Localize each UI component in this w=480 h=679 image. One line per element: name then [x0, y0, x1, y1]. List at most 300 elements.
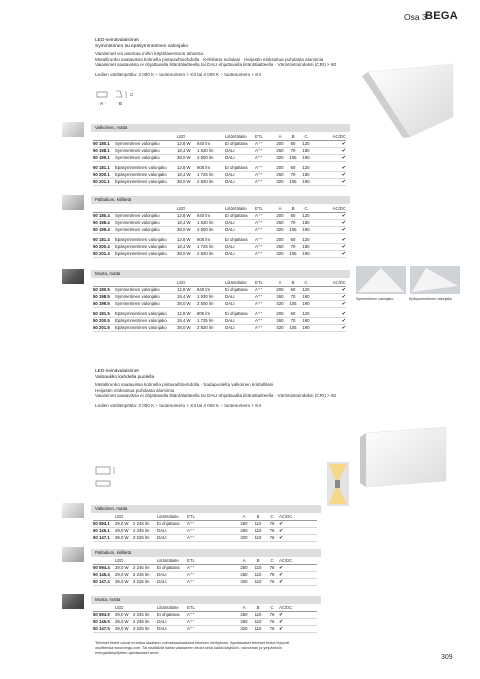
table-cell: 110 [251, 535, 265, 542]
table-cell: 190 [299, 325, 313, 332]
article-number: 50 181.4 [93, 237, 115, 244]
table-cell: 39,0 W [115, 579, 133, 586]
header-cell-led: LED [177, 134, 197, 141]
table-row [93, 301, 346, 308]
table-cell: 38,0 W [177, 227, 197, 234]
header-cell-acdc: AC/DC [313, 280, 346, 287]
table-cell: 12,8 W [177, 213, 197, 220]
finish-thumb-black-2 [62, 594, 84, 609]
table-cell: Epäsymmetrinen valonjako [115, 165, 177, 172]
table-cell: 60 [287, 213, 299, 220]
table-cell: 38,0 W [177, 179, 197, 186]
article-number: 50 147.1 [93, 535, 115, 542]
table-cell: 76 [265, 528, 279, 535]
article-number: 50 199.5 [93, 301, 115, 308]
table-cell: 2 245 lm [133, 572, 157, 579]
table-row [93, 294, 346, 301]
table-cell: 18,4 W [177, 244, 197, 251]
product2-light-distribution [327, 462, 349, 506]
table-cell: 120 [299, 287, 313, 294]
table-cell: 260 [273, 244, 287, 251]
header-cell-etl: ETL [255, 134, 273, 141]
table-cell: DALI [157, 626, 187, 633]
table-row [93, 155, 346, 162]
finish-thumb-white [62, 122, 84, 137]
table-cell: ✔ [279, 572, 317, 579]
header-cell-a: A [237, 514, 251, 521]
table-cell: DALI [225, 148, 255, 155]
article-number: 50 147.4 [93, 579, 115, 586]
table-cell: 250 [237, 565, 251, 572]
table-row [93, 251, 346, 258]
table-cell: Symmetrinen valonjako [115, 155, 177, 162]
product1-desc-line: Vaiaisimet voi asentaa mihin käyttöasentoon tahansa. [95, 51, 205, 56]
table-cell: 190 [299, 301, 313, 308]
table-cell: 39,0 W [115, 626, 133, 633]
header-cell-driver: Liitäntälaite [225, 134, 255, 141]
product2-color-note: Ledien värilämpötila: 3 000 K – tuotenumero + K3 tai 4 000 K – tuotenumero + K4 [95, 403, 261, 408]
table-cell: 60 [287, 237, 299, 244]
article-number: 50 594.5 [93, 612, 115, 619]
table-cell: A⁺⁺ [187, 521, 237, 528]
table-cell: ✔ [279, 535, 317, 542]
table-cell: 840 lm [197, 287, 225, 294]
header-cell-b: B [287, 134, 299, 141]
article-number: 50 180.4 [93, 213, 115, 220]
table-cell: ✔ [313, 294, 346, 301]
table-cell: ✔ [313, 172, 346, 179]
table-cell: 3 500 lm [197, 301, 225, 308]
header-cell-led: LED [115, 558, 133, 565]
table-cell: DALI [225, 179, 255, 186]
table-cell: ✔ [279, 612, 317, 619]
header-cell-a: A [273, 206, 287, 213]
table-cell: DALI [225, 294, 255, 301]
table-cell: 320 [273, 227, 287, 234]
table-cell: DALI [225, 325, 255, 332]
table-cell: 200 [273, 237, 287, 244]
table-cell: ✔ [313, 165, 346, 172]
table-cell: ✔ [313, 179, 346, 186]
table-cell: Epäsymmetrinen valonjako [115, 237, 177, 244]
table-cell: 110 [251, 528, 265, 535]
table-cell: 29,0 W [115, 565, 133, 572]
table-cell: 320 [273, 325, 287, 332]
header-cell-a: A [237, 558, 251, 565]
table-cell: ✔ [313, 141, 346, 148]
table-cell: ✔ [313, 227, 346, 234]
article-number: 50 201.4 [93, 251, 115, 258]
header-cell-acdc: AC/DC [279, 558, 317, 565]
table-cell: 190 [299, 179, 313, 186]
table-cell: 2 820 lm [197, 325, 225, 332]
table-cell: Epäsymmetrinen valonjako [115, 251, 177, 258]
table-cell: 60 [287, 165, 299, 172]
product2-subtitle: Valoaukko kahdella puolella [95, 374, 155, 380]
product1-desc-line: Metallirunko saatavissa kolmella pintavaihtoehdolla · Kehikattu suilulasi · Heijastin eloksoitua puhdasta alumiinia [95, 56, 324, 62]
table-cell: A⁺⁺ [255, 244, 273, 251]
product2-desc-line: Metallirunko saatavissa kolmella pintavaihtoehdolla · Sadapuolelta valkoinen kristallilasi [95, 382, 273, 387]
table-cell: 29,0 W [115, 619, 133, 626]
table-cell: 1 725 lm [197, 244, 225, 251]
table-cell: 250 [237, 528, 251, 535]
table-cell: A⁺⁺ [187, 619, 237, 626]
table-cell: Symmetrinen valonjako [115, 301, 177, 308]
table-cell: A⁺⁺ [255, 301, 273, 308]
section-bar-palladium: Palladium, kiillitetä [91, 196, 350, 204]
table-cell: 120 [299, 165, 313, 172]
table-cell: 320 [273, 301, 287, 308]
table-cell: ✔ [313, 244, 346, 251]
table-cell: A⁺⁺ [255, 287, 273, 294]
section2-bar-palladium: Palladium, kiillitetä [91, 549, 321, 557]
finish-thumb-black [62, 269, 84, 284]
table-cell: Epäsymmetrinen valonjako [115, 311, 177, 318]
article-number: 50 145.5 [93, 619, 115, 626]
header-cell-b: B [287, 206, 299, 213]
table-cell: Symmetrinen valonjako [115, 227, 177, 234]
table-cell: 190 [299, 251, 313, 258]
legend-asymmetric: Epäsymmetrinen valonjako [409, 297, 453, 301]
table-cell: DALI [225, 172, 255, 179]
table-cell: A⁺⁺ [255, 294, 273, 301]
header-cell-c: C [265, 605, 279, 612]
table-cell: 110 [251, 626, 265, 633]
table-row [93, 565, 317, 572]
table-cell: Ei ohjattava [157, 612, 187, 619]
table-cell: 76 [265, 535, 279, 542]
article-number: 50 198.5 [93, 294, 115, 301]
table-cell: 200 [273, 213, 287, 220]
table-cell: Ei ohjattava [225, 213, 255, 220]
product2-title-block [95, 369, 355, 380]
header-cell-acdc: AC/DC [313, 134, 346, 141]
finish-thumb-palladium [62, 195, 84, 210]
article-number: 50 147.5 [93, 626, 115, 633]
table-cell: 180 [299, 148, 313, 155]
table-cell: A⁺⁺ [255, 311, 273, 318]
table-cell: 70 [287, 148, 299, 155]
table-cell: 105 [287, 325, 299, 332]
header-cell-acdc: AC/DC [279, 514, 317, 521]
table-cell: 105 [287, 227, 299, 234]
table-cell: 60 [287, 287, 299, 294]
table-cell: 260 [273, 294, 287, 301]
table-cell: ✔ [313, 148, 346, 155]
table-row [93, 535, 317, 542]
article-number: 50 198.1 [93, 148, 115, 155]
table-cell: 320 [237, 579, 251, 586]
table-cell: 120 [299, 213, 313, 220]
table-row [93, 227, 346, 234]
table-cell: 805 lm [197, 237, 225, 244]
header-cell-acdc: AC/DC [279, 605, 317, 612]
table-cell: Symmetrinen valonjako [115, 287, 177, 294]
table-cell: 250 [237, 612, 251, 619]
table-cell: 250 [237, 572, 251, 579]
table-row [93, 626, 317, 633]
product1-title: LED-seinävalaisimet [95, 38, 139, 43]
table-cell: 12,8 W [177, 237, 197, 244]
table-cell: ✔ [279, 626, 317, 633]
table-cell: 76 [265, 619, 279, 626]
header-cell-driver: Liitäntälaite [225, 280, 255, 287]
footer-note [95, 641, 395, 655]
table-cell: DALI [157, 619, 187, 626]
table-cell: ✔ [313, 318, 346, 325]
table-cell: 2 820 lm [197, 251, 225, 258]
product2-title: LED-seinävalaisimet [95, 369, 139, 374]
table-cell: DALI [225, 220, 255, 227]
header-cell-led: LED [115, 514, 133, 521]
table-cell: A⁺⁺ [187, 565, 237, 572]
table-row [93, 318, 346, 325]
product2-description [95, 382, 385, 399]
table-cell: 76 [265, 572, 279, 579]
table-cell: 320 [237, 535, 251, 542]
brand-logo: BEGA [425, 10, 458, 22]
header-cell-driver: Liitäntälaite [157, 605, 187, 612]
table-row [93, 612, 317, 619]
table-cell: 320 [273, 251, 287, 258]
product2-photo [354, 425, 454, 491]
header-cell-b: B [251, 514, 265, 521]
table-cell: Ei ohjattava [225, 237, 255, 244]
article-number: 50 145.1 [93, 528, 115, 535]
table-row [93, 528, 317, 535]
table-cell: A⁺⁺ [255, 237, 273, 244]
table-cell: 3 225 lm [133, 535, 157, 542]
table-cell: 110 [251, 619, 265, 626]
table-cell: A⁺⁺ [187, 626, 237, 633]
table-cell: 260 [273, 148, 287, 155]
table-cell: A⁺⁺ [255, 179, 273, 186]
article-number: 50 201.5 [93, 325, 115, 332]
table-cell: 840 lm [197, 141, 225, 148]
table-cell: 2 820 lm [197, 179, 225, 186]
table-cell: Symmetrinen valonjako [115, 213, 177, 220]
table-cell: 2 245 lm [133, 619, 157, 626]
table-cell: 12,8 W [177, 165, 197, 172]
table-cell: ✔ [313, 237, 346, 244]
table-row [93, 220, 346, 227]
table-cell: 105 [287, 155, 299, 162]
table-cell: ✔ [313, 287, 346, 294]
table-cell: 76 [265, 579, 279, 586]
header-cell-c: C [265, 514, 279, 521]
table-cell: Symmetrinen valonjako [115, 220, 177, 227]
header-cell-acdc: AC/DC [313, 206, 346, 213]
table-cell: 110 [251, 521, 265, 528]
table-cell: 38,0 W [177, 301, 197, 308]
header-cell-driver: Liitäntälaite [157, 514, 187, 521]
product2-desc-line: Vaiaisimet saatavissa ei ohjattavalla liitäntälaitteella tai DALI-ohjattavalla liitäntälaitteella · Värintoistoindeksi (CRI) > 80 [95, 393, 337, 399]
article-number: 50 180.5 [93, 287, 115, 294]
table-row [93, 325, 346, 332]
table-cell: A⁺⁺ [187, 579, 237, 586]
product1-title-block [95, 38, 355, 49]
table-cell: DALI [157, 572, 187, 579]
table-cell: 12,8 W [177, 287, 197, 294]
table-cell: 180 [299, 220, 313, 227]
table-cell: 3 500 lm [197, 155, 225, 162]
header-cell-b: B [251, 605, 265, 612]
table-row [93, 579, 317, 586]
article-number: 50 201.1 [93, 179, 115, 186]
table-cell: 1 530 lm [197, 220, 225, 227]
table-cell: A⁺⁺ [255, 172, 273, 179]
header-cell-a: A [273, 134, 287, 141]
article-number: 50 594.1 [93, 521, 115, 528]
section-bar-white: Valkoinen, matta [91, 124, 350, 132]
table-cell: 2 245 lm [133, 521, 157, 528]
table-cell: A⁺⁺ [255, 325, 273, 332]
table-cell: 320 [237, 626, 251, 633]
table-row [93, 179, 346, 186]
article-number: 50 594.4 [93, 565, 115, 572]
table-row [93, 619, 317, 626]
table-cell: 2 245 lm [133, 612, 157, 619]
finish-thumb-white-2 [62, 503, 84, 518]
table-cell: A⁺⁺ [255, 165, 273, 172]
table-cell: DALI [157, 528, 187, 535]
table-cell: 180 [299, 294, 313, 301]
table-cell: 120 [299, 141, 313, 148]
table-cell: 260 [273, 220, 287, 227]
table-cell: 260 [273, 172, 287, 179]
table-cell: 18,4 W [177, 318, 197, 325]
table-cell: 29,0 W [115, 528, 133, 535]
table-cell: ✔ [279, 565, 317, 572]
table-row [93, 141, 346, 148]
table-cell: A⁺⁺ [187, 528, 237, 535]
spec-table-palladium [93, 206, 346, 258]
header-cell-c: C [299, 206, 313, 213]
table-cell: 1 530 lm [197, 148, 225, 155]
legend-symmetric: Symmetrinen valonjako [356, 297, 394, 301]
header-cell-etl: ETL [255, 206, 273, 213]
table-cell: 105 [287, 251, 299, 258]
table-cell: 180 [299, 318, 313, 325]
table-cell: 110 [251, 579, 265, 586]
table-cell: 38,0 W [177, 155, 197, 162]
product1-photo [358, 62, 458, 140]
part-label: Osa 3 [404, 12, 427, 22]
table-cell: 200 [273, 141, 287, 148]
product1-description [95, 51, 375, 68]
section-bar-black: Musta, matta [91, 270, 350, 278]
table-cell: ✔ [313, 311, 346, 318]
table-cell: 38,0 W [177, 251, 197, 258]
header-cell-c: C [299, 134, 313, 141]
table-cell: 70 [287, 294, 299, 301]
product1-color-note: Ledien värilämpötila: 3 000 K – tuotenumero + K3 tai 4 000 K – tuotenumero + K4 [95, 72, 261, 77]
table-cell: 76 [265, 565, 279, 572]
table-cell: DALI [225, 301, 255, 308]
spec2-table-white [93, 514, 317, 542]
article-number: 50 199.4 [93, 227, 115, 234]
dim-label-b: B [119, 101, 123, 106]
article-number: 50 145.4 [93, 572, 115, 579]
table-cell: 2 245 lm [133, 565, 157, 572]
table-cell: 18,4 W [177, 220, 197, 227]
table-cell: 105 [287, 179, 299, 186]
table-cell: 805 lm [197, 311, 225, 318]
table-cell: DALI [225, 227, 255, 234]
header-cell-a: A [237, 605, 251, 612]
article-number: 50 180.1 [93, 141, 115, 148]
table-row [93, 213, 346, 220]
table-cell: 320 [273, 155, 287, 162]
table-cell: 1 725 lm [197, 172, 225, 179]
table-cell: 200 [273, 311, 287, 318]
table-cell: A⁺⁺ [187, 572, 237, 579]
table-cell: ✔ [313, 301, 346, 308]
header-cell-driver: Liitäntälaite [225, 206, 255, 213]
table-cell: 3 500 lm [197, 227, 225, 234]
table-cell: Epäsymmetrinen valonjako [115, 325, 177, 332]
table-cell: DALI [157, 579, 187, 586]
table-cell: A⁺⁺ [255, 148, 273, 155]
header-cell-etl: ETL [255, 280, 273, 287]
table-cell: Symmetrinen valonjako [115, 141, 177, 148]
table-cell: 18,4 W [177, 294, 197, 301]
footer-line: Tekniset tiedot voivat muuttua laadtarin vulmassaoloaikana teknisen kehityksen. Ajantasaiset tekniset tiedot löytyvät [95, 641, 290, 645]
header-cell-b: B [287, 280, 299, 287]
table-cell: Ei ohjattava [225, 311, 255, 318]
table-cell: ✔ [279, 528, 317, 535]
table-cell: DALI [225, 244, 255, 251]
finish-thumb-palladium-2 [62, 547, 84, 562]
table-cell: 70 [287, 220, 299, 227]
table-cell: DALI [225, 318, 255, 325]
table-cell: A⁺⁺ [187, 535, 237, 542]
table-cell: 120 [299, 237, 313, 244]
table-cell: 29,0 W [115, 612, 133, 619]
table-cell: Symmetrinen valonjako [115, 294, 177, 301]
table-row [93, 244, 346, 251]
table-cell: A⁺⁺ [255, 213, 273, 220]
table-cell: DALI [157, 535, 187, 542]
table-cell: 76 [265, 521, 279, 528]
article-number: 50 200.4 [93, 244, 115, 251]
table-cell: 320 [273, 179, 287, 186]
header-cell-a: A [273, 280, 287, 287]
header-cell-driver: Liitäntälaite [157, 558, 187, 565]
table-cell: 110 [251, 572, 265, 579]
table-cell: Epäsymmetrinen valonjako [115, 179, 177, 186]
article-number: 50 200.5 [93, 318, 115, 325]
table-cell: Ei ohjattava [157, 521, 187, 528]
table-cell: A⁺⁺ [187, 612, 237, 619]
light-distribution-graphics [356, 266, 460, 296]
header-cell-c: C [265, 558, 279, 565]
table-cell: 60 [287, 311, 299, 318]
section2-bar-black: Musta, matta [91, 596, 321, 604]
table-cell: 1 725 lm [197, 318, 225, 325]
spec-table-black [93, 280, 346, 332]
header-cell-etl: ETL [187, 558, 237, 565]
product1-desc-line: Vaiaisimet saatavissa ei ohjattavalla liitäntälaitteella tai DALI-ohjattavalla liitäntälaitteella · Värintoistoindeksi (CRI) > 80 [95, 62, 337, 68]
table-cell: Epäsymmetrinen valonjako [115, 244, 177, 251]
table-cell: 76 [265, 612, 279, 619]
table-cell: 1 530 lm [197, 294, 225, 301]
dim-label-a: A [100, 101, 104, 106]
table-cell: Epäsymmetrinen valonjako [115, 172, 177, 179]
table-cell: 805 lm [197, 165, 225, 172]
product1-subtitle: Symmetrinen tai epäsymmetrinen valonjako [95, 43, 189, 49]
table-cell: A⁺⁺ [255, 227, 273, 234]
